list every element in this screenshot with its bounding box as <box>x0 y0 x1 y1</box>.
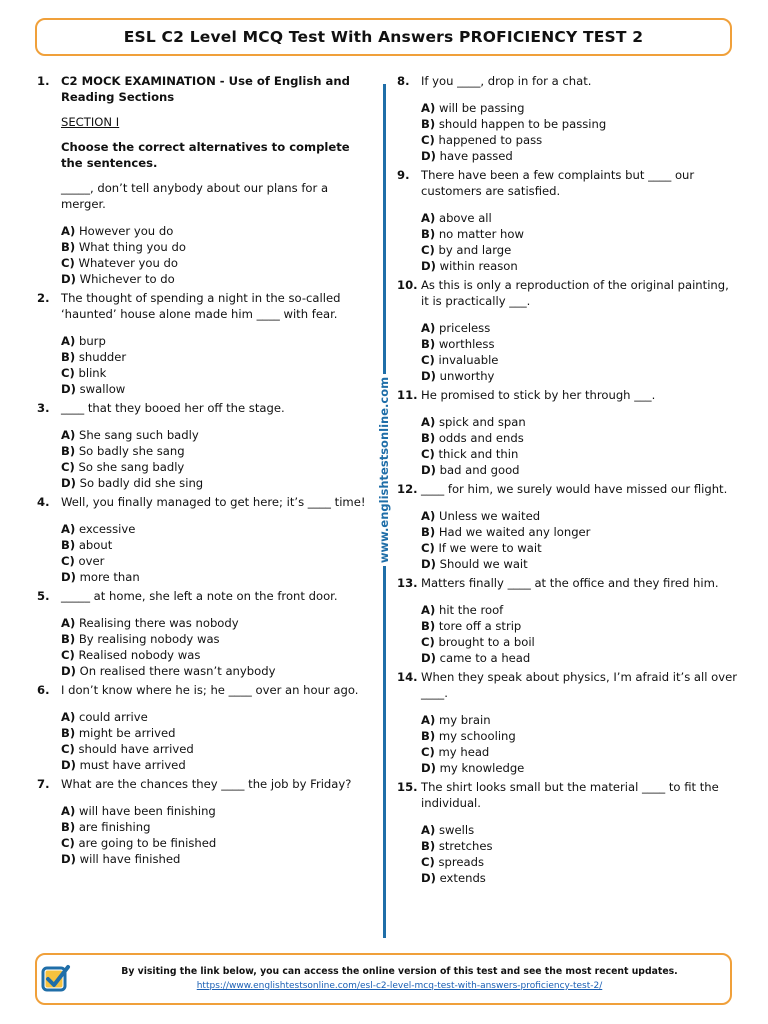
option[interactable]: C) invaluable <box>421 353 499 367</box>
option[interactable]: A) priceless <box>421 321 491 335</box>
options <box>421 320 737 384</box>
question-1 <box>37 73 367 287</box>
question-text: When they speak about physics, I’m afraid it’s all over ____. <box>421 670 738 700</box>
option[interactable]: C) over <box>61 554 105 568</box>
question-5 <box>37 588 367 679</box>
options <box>61 333 367 397</box>
section-label: SECTION I <box>61 115 120 129</box>
option[interactable]: B) stretches <box>421 839 493 853</box>
option[interactable]: B) So badly she sang <box>61 444 185 458</box>
options <box>421 210 737 274</box>
option[interactable]: D) have passed <box>421 149 513 163</box>
question-2 <box>37 290 367 397</box>
question-text: There have been a few complaints but ____ our customers are satisfied. <box>421 168 695 198</box>
option[interactable]: D) must have arrived <box>61 758 186 772</box>
option[interactable]: A) Unless we waited <box>421 509 541 523</box>
footer-text: By visiting the link below, you can access the online version of this test and see the most recent updates. <box>121 966 678 977</box>
question-number: 2. <box>37 291 50 305</box>
question-7 <box>37 776 367 867</box>
question-text: _____, don’t tell anybody about our plans for a merger. <box>61 181 329 211</box>
option[interactable]: A) However you do <box>61 224 174 238</box>
question-text: ____ for him, we surely would have missed our flight. <box>421 482 728 496</box>
options <box>421 712 737 776</box>
option[interactable]: B) worthless <box>421 337 495 351</box>
option[interactable]: A) will be passing <box>421 101 525 115</box>
option[interactable]: C) So she sang badly <box>61 460 185 474</box>
option[interactable]: C) If we were to wait <box>421 541 542 555</box>
option[interactable]: C) are going to be finished <box>61 836 217 850</box>
options <box>61 521 367 585</box>
question-number: 1. <box>37 74 50 88</box>
question-text: I don’t know where he is; he ____ over an hour ago. <box>61 683 359 697</box>
question-text: The shirt looks small but the material ____ to fit the individual. <box>421 780 719 810</box>
question-number: 12. <box>397 482 418 496</box>
option[interactable]: C) by and large <box>421 243 512 257</box>
option[interactable]: B) no matter how <box>421 227 524 241</box>
exam-heading: C2 MOCK EXAMINATION - Use of English and Reading Sections <box>61 74 350 104</box>
question-number: 6. <box>37 683 50 697</box>
question-number: 11. <box>397 388 418 402</box>
option[interactable]: A) spick and span <box>421 415 526 429</box>
checkbox-logo-icon <box>41 963 71 993</box>
option[interactable]: A) will have been finishing <box>61 804 216 818</box>
option[interactable]: A) She sang such badly <box>61 428 199 442</box>
options <box>61 615 367 679</box>
options <box>61 223 367 287</box>
options <box>61 427 367 491</box>
option[interactable]: B) odds and ends <box>421 431 524 445</box>
options <box>421 100 737 164</box>
intro <box>61 73 367 212</box>
right-column <box>397 73 737 889</box>
question-text: He promised to stick by her through ___. <box>421 388 656 402</box>
option[interactable]: D) unworthy <box>421 369 495 383</box>
option[interactable]: D) will have finished <box>61 852 181 866</box>
question-number: 4. <box>37 495 50 509</box>
question-8 <box>397 73 737 164</box>
column-divider-bottom <box>383 566 386 938</box>
options <box>61 803 367 867</box>
option[interactable]: A) burp <box>61 334 106 348</box>
option[interactable]: B) should happen to be passing <box>421 117 607 131</box>
footer-box <box>35 953 732 1005</box>
title-box <box>35 18 732 56</box>
option[interactable]: C) happened to pass <box>421 133 543 147</box>
question-4 <box>37 494 367 585</box>
option[interactable]: D) more than <box>61 570 140 584</box>
left-column <box>37 73 367 870</box>
option[interactable]: D) On realised there wasn’t anybody <box>61 664 276 678</box>
option[interactable]: C) should have arrived <box>61 742 194 756</box>
option[interactable]: A) above all <box>421 211 492 225</box>
question-number: 15. <box>397 780 418 794</box>
options <box>421 822 737 886</box>
side-url: www.englishtestsonline.com <box>377 376 391 564</box>
question-number: 5. <box>37 589 50 603</box>
option[interactable]: C) Whatever you do <box>61 256 178 270</box>
option[interactable]: B) tore off a strip <box>421 619 522 633</box>
options <box>421 414 737 478</box>
option[interactable]: C) spreads <box>421 855 485 869</box>
option[interactable]: C) my head <box>421 745 490 759</box>
option[interactable]: D) Whichever to do <box>61 272 175 286</box>
option[interactable]: B) might be arrived <box>61 726 176 740</box>
question-text: If you ____, drop in for a chat. <box>421 74 592 88</box>
question-text: As this is only a reproduction of the original painting, it is practically ___. <box>421 278 729 308</box>
question-3 <box>37 400 367 491</box>
question-9 <box>397 167 737 274</box>
question-11 <box>397 387 737 478</box>
option[interactable]: D) Should we wait <box>421 557 528 571</box>
option[interactable]: D) my knowledge <box>421 761 525 775</box>
option[interactable]: B) shudder <box>61 350 127 364</box>
option[interactable]: D) extends <box>421 871 486 885</box>
question-12 <box>397 481 737 572</box>
option[interactable]: B) are finishing <box>61 820 151 834</box>
question-number: 7. <box>37 777 50 791</box>
footer-link[interactable]: https://www.englishtestsonline.com/esl-c2-level-mcq-test-with-answers-proficiency-test-2/ <box>196 981 603 991</box>
question-text: What are the chances they ____ the job by Friday? <box>61 777 352 791</box>
options <box>421 602 737 666</box>
question-14 <box>397 669 737 776</box>
question-13 <box>397 575 737 666</box>
question-number: 9. <box>397 168 410 182</box>
option[interactable]: B) Had we waited any longer <box>421 525 591 539</box>
question-number: 3. <box>37 401 50 415</box>
question-10 <box>397 277 737 384</box>
question-text: ____ that they booed her off the stage. <box>61 401 285 415</box>
question-6 <box>37 682 367 773</box>
option[interactable]: B) my schooling <box>421 729 516 743</box>
option[interactable]: B) By realising nobody was <box>61 632 220 646</box>
page-title: ESL C2 Level MCQ Test With Answers PROFICIENCY TEST 2 <box>123 28 644 46</box>
question-text: Well, you finally managed to get here; it’s ____ time! <box>61 495 366 509</box>
option[interactable]: A) could arrive <box>61 710 148 724</box>
question-text: The thought of spending a night in the so-called ‘haunted’ house alone made him ____ with fear. <box>61 291 341 321</box>
question-15 <box>397 779 737 886</box>
option[interactable]: B) What thing you do <box>61 240 186 254</box>
option[interactable]: A) hit the roof <box>421 603 504 617</box>
question-text: Matters finally ____ at the office and they fired him. <box>421 576 719 590</box>
option[interactable]: D) came to a head <box>421 651 531 665</box>
options <box>61 709 367 773</box>
question-number: 14. <box>397 670 418 684</box>
option[interactable]: C) Realised nobody was <box>61 648 201 662</box>
option[interactable]: A) Realising there was nobody <box>61 616 239 630</box>
option[interactable]: C) blink <box>61 366 107 380</box>
question-number: 10. <box>397 278 418 292</box>
option[interactable]: D) within reason <box>421 259 518 273</box>
option[interactable]: C) thick and thin <box>421 447 519 461</box>
option[interactable]: C) brought to a boil <box>421 635 535 649</box>
option[interactable]: D) So badly did she sing <box>61 476 204 490</box>
question-number: 13. <box>397 576 418 590</box>
option[interactable]: D) swallow <box>61 382 126 396</box>
option[interactable]: A) swells <box>421 823 475 837</box>
question-number: 8. <box>397 74 410 88</box>
question-text: _____ at home, she left a note on the front door. <box>61 589 338 603</box>
option[interactable]: D) bad and good <box>421 463 520 477</box>
column-divider-top <box>383 84 386 374</box>
option[interactable]: B) about <box>61 538 113 552</box>
instructions: Choose the correct alternatives to complete the sentences. <box>61 140 350 170</box>
option[interactable]: A) my brain <box>421 713 491 727</box>
options <box>421 508 737 572</box>
option[interactable]: A) excessive <box>61 522 136 536</box>
